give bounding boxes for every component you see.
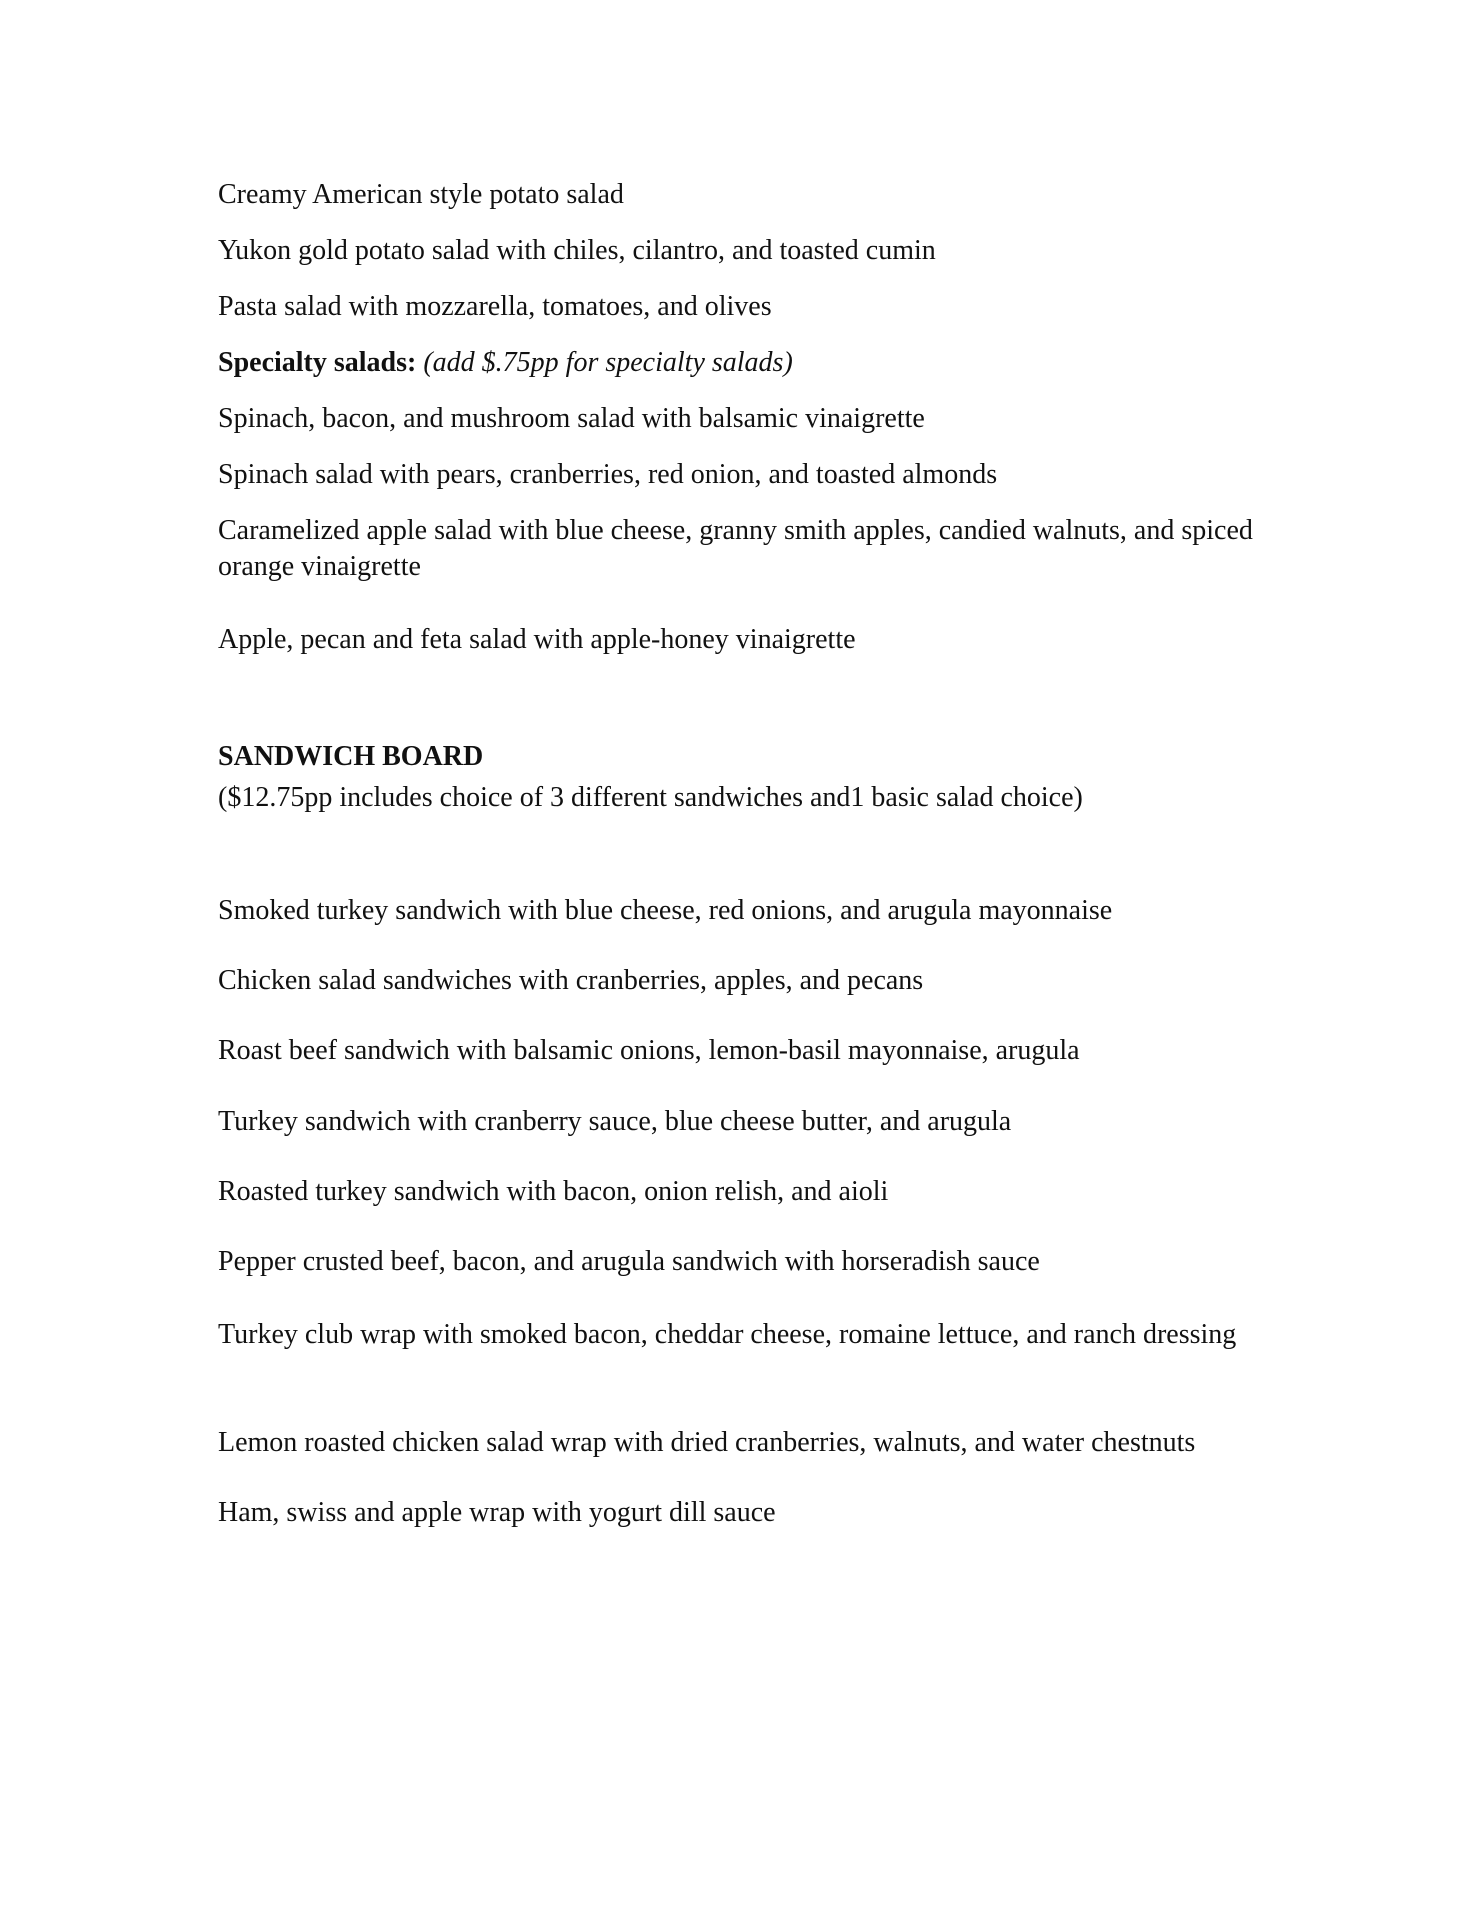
- sandwich-item: Roast beef sandwich with balsamic onions, lemon-basil mayonnaise, arugula: [218, 1035, 1080, 1066]
- sandwich-item: Lemon roasted chicken salad wrap with dried cranberries, walnuts, and water chestnuts: [218, 1427, 1196, 1458]
- sandwich-item: Smoked turkey sandwich with blue cheese, red onions, and arugula mayonnaise: [218, 895, 1113, 926]
- specialty-salad-item: Spinach, bacon, and mushroom salad with balsamic vinaigrette: [218, 403, 925, 434]
- specialty-salad-item: Spinach salad with pears, cranberries, red onion, and toasted almonds: [218, 459, 998, 490]
- specialty-salad-item: Caramelized apple salad with blue cheese, granny smith apples, candied walnuts, and spiced orange vinaigrette: [218, 515, 1253, 582]
- sandwich-item: Turkey sandwich with cranberry sauce, blue cheese butter, and arugula: [218, 1106, 1012, 1137]
- specialty-salads-heading: Specialty salads:: [218, 347, 417, 378]
- specialty-salads-note: (add $.75pp for specialty salads): [423, 347, 793, 378]
- specialty-salads-header: [218, 345, 1278, 381]
- sandwich-item: Roasted turkey sandwich with bacon, onion relish, and aioli: [218, 1176, 889, 1207]
- specialty-salad-item: Apple, pecan and feta salad with apple-honey vinaigrette: [218, 624, 856, 655]
- basic-salad-item: Pasta salad with mozzarella, tomatoes, and olives: [218, 291, 772, 322]
- sandwich-item: Chicken salad sandwiches with cranberries, apples, and pecans: [218, 965, 924, 996]
- basic-salad-item: Creamy American style potato salad: [218, 179, 624, 210]
- sandwich-item: Ham, swiss and apple wrap with yogurt dill sauce: [218, 1497, 776, 1528]
- sandwich-board-heading: SANDWICH BOARD: [218, 741, 484, 772]
- sandwich-item: Pepper crusted beef, bacon, and arugula sandwich with horseradish sauce: [218, 1246, 1040, 1277]
- sandwich-board-subtitle: ($12.75pp includes choice of 3 different sandwiches and1 basic salad choice): [218, 782, 1083, 813]
- basic-salad-item: Yukon gold potato salad with chiles, cilantro, and toasted cumin: [218, 235, 936, 266]
- sandwich-item: Turkey club wrap with smoked bacon, cheddar cheese, romaine lettuce, and ranch dressing: [218, 1319, 1237, 1350]
